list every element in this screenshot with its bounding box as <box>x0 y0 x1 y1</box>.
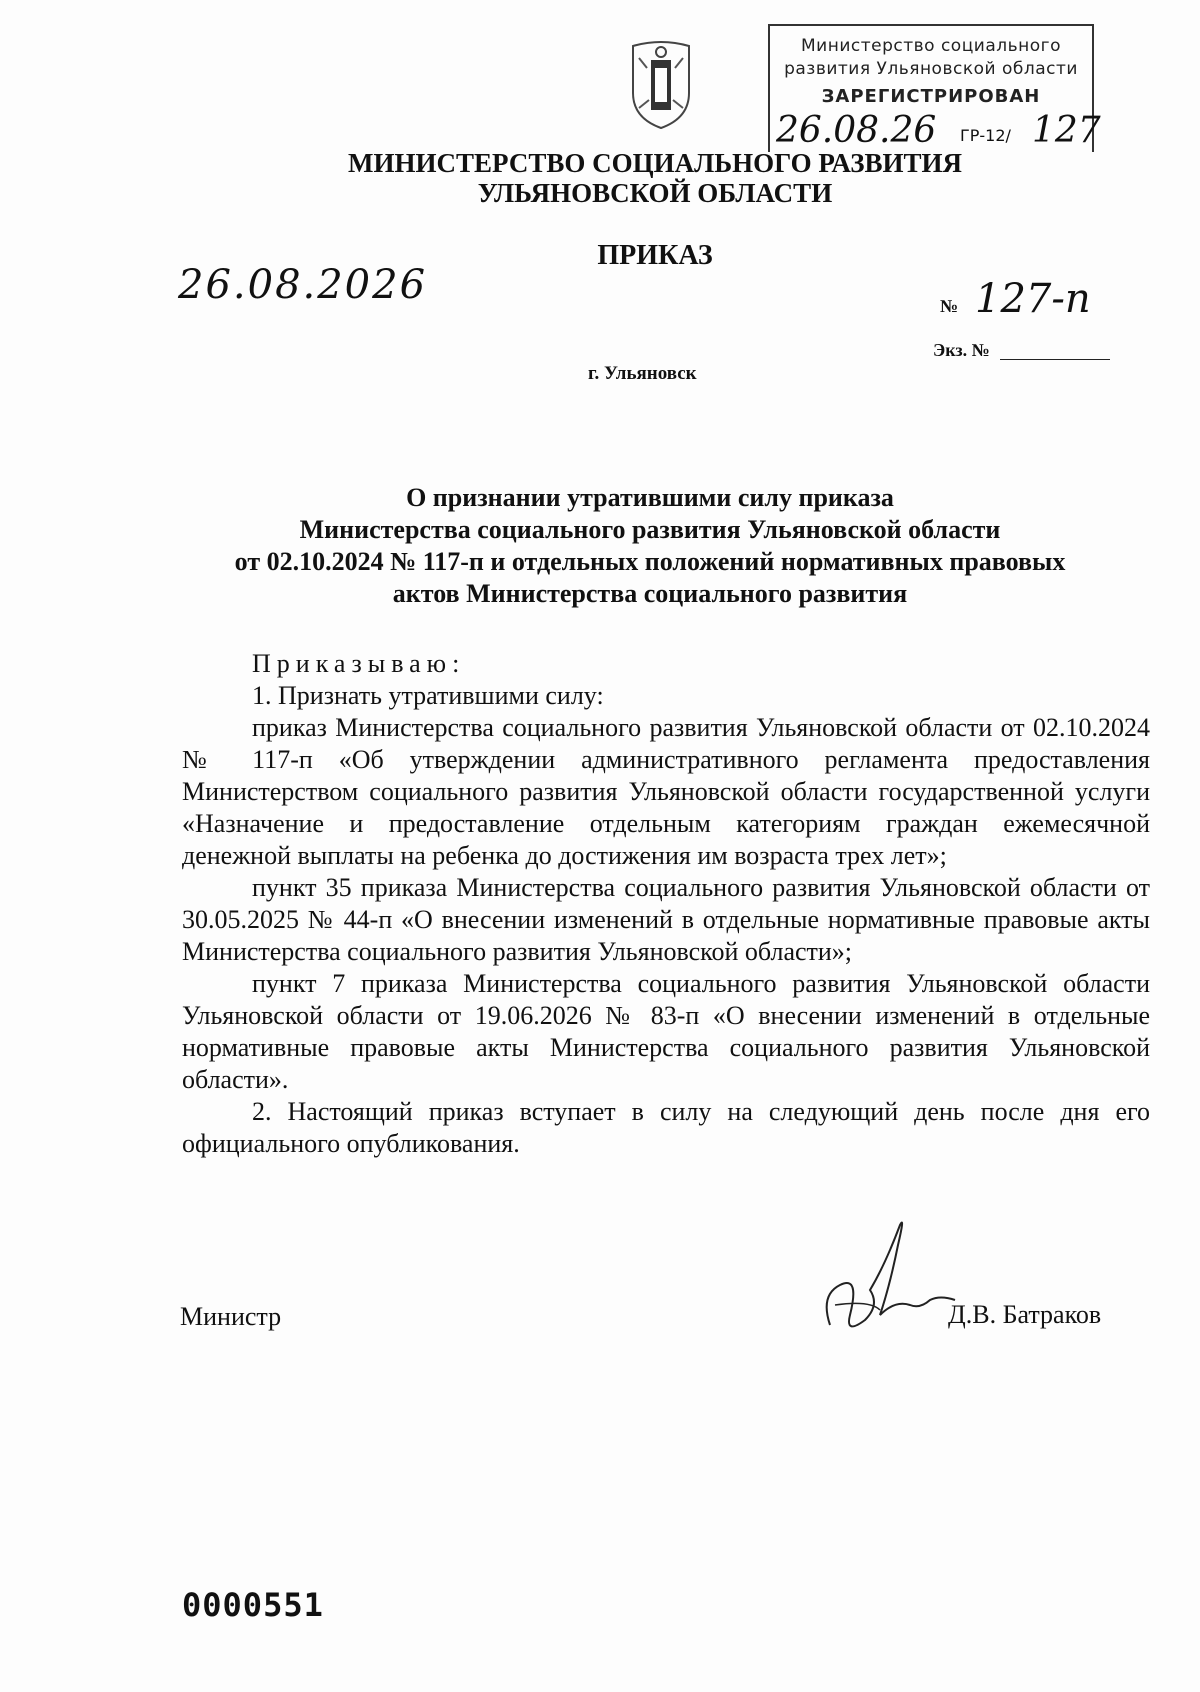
paragraph-3: пункт 35 приказа Министерства социального развития Ульяновской области от 30.05.2025 № 44-п «О внесении изменений в отдельные нормативные правовые акты Министерства социального развития Ульяновской области»; <box>182 873 1150 966</box>
copy-number-blank <box>1000 359 1110 360</box>
stamp-code: ГР-12/ <box>960 126 1011 145</box>
order-body <box>182 648 1150 1160</box>
order-date: 26.08.2026 <box>178 262 428 308</box>
stamp-line-2: развития Ульяновской области <box>784 59 1078 79</box>
stamp-date: 26.08.26 <box>776 110 937 151</box>
order-word: Приказываю: <box>252 649 466 678</box>
signer-name: Д.В. Батраков <box>948 1300 1102 1329</box>
subject-line-3: от 02.10.2024 № 117-п и отдельных положений нормативных правовых <box>234 547 1066 576</box>
copy-number-label: Экз. № <box>933 340 990 360</box>
stamp-registered-label: ЗАРЕГИСТРИРОВАН <box>821 86 1041 107</box>
stamp-line-1: Министерство социального <box>801 36 1061 56</box>
city: г. Ульяновск <box>588 363 697 384</box>
subject-line-2: Министерства социального развития Ульяновской области <box>299 515 1001 544</box>
ministry-title-line-2: УЛЬЯНОВСКОЙ ОБЛАСТИ <box>477 178 833 208</box>
order-subject <box>180 482 1120 610</box>
document-type: ПРИКАЗ <box>597 240 713 271</box>
paragraph-2: приказ Министерства социального развития Ульяновской области от 02.10.2024 № 117-п «Об утверждении административного регламента предоставления Министерством социального развития Ульяновской области государственной услуги «Назначение и предоставление отдельным категориям граждан ежемесячной денежной выплаты на ребенка до достижения им возраста трех лет»; <box>182 713 1150 870</box>
subject-line-4: актов Министерства социального развития <box>392 579 908 608</box>
registration-stamp <box>768 24 1101 152</box>
ministry-title-line-1: МИНИСТЕРСТВО СОЦИАЛЬНОГО РАЗВИТИЯ <box>348 148 962 178</box>
handwritten-signature <box>810 1205 960 1355</box>
coat-of-arms-emblem <box>625 38 697 130</box>
paragraph-1: 1. Признать утратившими силу: <box>252 681 604 710</box>
stamp-number: 127 <box>1032 110 1101 151</box>
order-number: 127-п <box>975 276 1091 322</box>
paragraph-5: 2. Настоящий приказ вступает в силу на следующий день после дня его официального опубликования. <box>182 1097 1150 1158</box>
form-serial-code: 0000551 <box>182 1586 324 1624</box>
signer-position: Министр <box>180 1302 282 1331</box>
subject-line-1: О признании утратившими силу приказа <box>406 483 894 512</box>
paragraph-4: пункт 7 приказа Министерства социального развития Ульяновской области Ульяновской области от 19.06.2026 № 83-п «О внесении изменений в отдельные нормативные правовые акты Министерства социального развития Ульяновской области». <box>182 969 1150 1094</box>
number-sign: № <box>940 296 959 316</box>
